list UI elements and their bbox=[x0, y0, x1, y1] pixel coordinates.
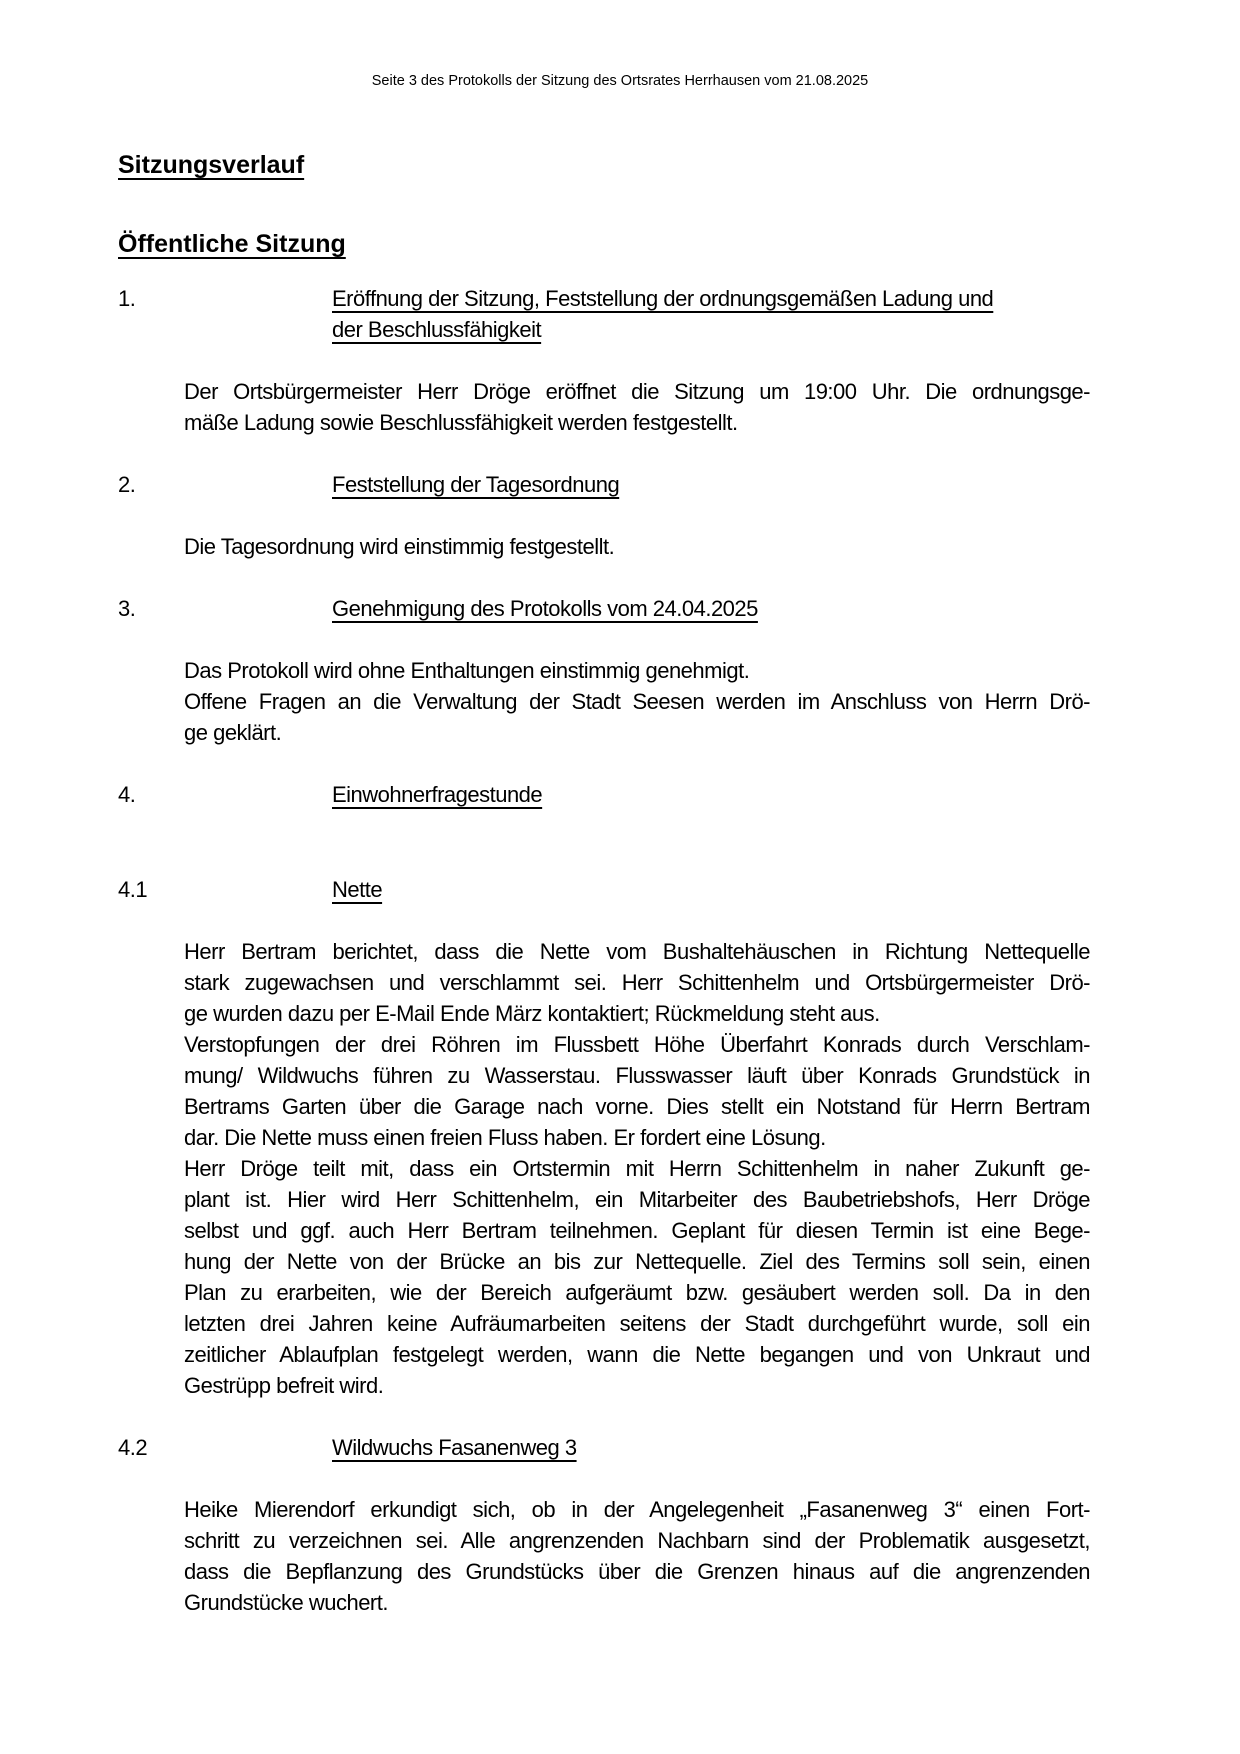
agenda-item bbox=[118, 593, 1090, 748]
item-paragraph bbox=[184, 531, 1090, 562]
text-line: Die Tagesordnung wird einstimmig festgestellt. bbox=[184, 534, 615, 559]
text-line: Bertrams Garten über die Garage nach vorne. Dies stellt ein Notstand für Herrn Bertram bbox=[184, 1094, 1090, 1119]
agenda-item-heading-row bbox=[118, 469, 1090, 500]
item-heading-line: Wildwuchs Fasanenweg 3 bbox=[332, 1435, 577, 1460]
text-line: Verstopfungen der drei Röhren im Flussbett Höhe Überfahrt Konrads durch Verschlam- bbox=[184, 1032, 1090, 1057]
item-number: 4. bbox=[118, 782, 136, 807]
text-line: Der Ortsbürgermeister Herr Dröge eröffnet die Sitzung um 19:00 Uhr. Die ordnungsge- bbox=[184, 379, 1090, 404]
item-number: 4.1 bbox=[118, 877, 148, 902]
text-line: ge geklärt. bbox=[184, 720, 282, 745]
text-line: plant ist. Hier wird Herr Schittenhelm, ein Mitarbeiter des Baubetriebshofs, Herr Dröge bbox=[184, 1187, 1090, 1212]
item-heading bbox=[332, 779, 1090, 810]
item-paragraph bbox=[184, 655, 1090, 748]
item-number: 4.2 bbox=[118, 1435, 148, 1460]
item-paragraph bbox=[184, 376, 1090, 438]
text-line: Herr Dröge teilt mit, dass ein Ortstermin mit Herrn Schittenhelm in naher Zukunft ge- bbox=[184, 1156, 1090, 1181]
text-line: Das Protokoll wird ohne Enthaltungen einstimmig genehmigt. bbox=[184, 658, 750, 683]
agenda-item-heading-row bbox=[118, 593, 1090, 624]
item-heading-line: Nette bbox=[332, 877, 383, 902]
text-line: ge wurden dazu per E-Mail Ende März kontaktiert; Rückmeldung steht aus. bbox=[184, 1001, 880, 1026]
item-heading bbox=[332, 469, 1090, 500]
agenda-item-heading-row bbox=[118, 1432, 1090, 1463]
agenda-item bbox=[118, 283, 1090, 438]
agenda-item bbox=[118, 779, 1090, 810]
item-heading-line: Feststellung der Tagesordnung bbox=[332, 472, 620, 497]
agenda-item bbox=[118, 469, 1090, 562]
text-line: selbst und ggf. auch Herr Bertram teilnehmen. Geplant für diesen Termin ist eine Bege- bbox=[184, 1218, 1090, 1243]
text-line: zeitlicher Ablaufplan festgelegt werden, wann die Nette begangen und von Unkraut und bbox=[184, 1342, 1090, 1367]
item-heading bbox=[332, 593, 1090, 624]
agenda-item-heading-row bbox=[118, 779, 1090, 810]
text-line: hung der Nette von der Brücke an bis zur Nettequelle. Ziel des Termins soll sein, einen bbox=[184, 1249, 1090, 1274]
agenda-item-heading-row bbox=[118, 874, 1090, 905]
text-line: mäße Ladung sowie Beschlussfähigkeit werden festgestellt. bbox=[184, 410, 738, 435]
document-title: Sitzungsverlauf bbox=[118, 151, 305, 179]
item-number: 1. bbox=[118, 286, 136, 311]
page-header-text: Seite 3 des Protokolls der Sitzung des Ortsrates Herrhausen vom 21.08.2025 bbox=[371, 73, 869, 89]
text-line: Grundstücke wuchert. bbox=[184, 1590, 388, 1615]
item-heading-line: Einwohnerfragestunde bbox=[332, 782, 543, 807]
text-line: mung/ Wildwuchs führen zu Wasserstau. Flusswasser läuft über Konrads Grundstück in bbox=[184, 1063, 1090, 1088]
text-line: letzten drei Jahren keine Aufräumarbeiten seitens der Stadt durchgeführt wurde, soll ein bbox=[184, 1311, 1090, 1336]
agenda-item bbox=[118, 874, 1090, 1401]
item-heading bbox=[332, 874, 1090, 905]
section-title: Öffentliche Sitzung bbox=[118, 230, 346, 258]
text-line: schritt zu verzeichnen sei. Alle angrenzenden Nachbarn sind der Problematik ausgesetzt, bbox=[184, 1528, 1090, 1553]
text-line: Heike Mierendorf erkundigt sich, ob in der Angelegenheit „Fasanenweg 3“ einen Fort- bbox=[184, 1497, 1090, 1522]
item-heading bbox=[332, 283, 1090, 345]
text-line: dar. Die Nette muss einen freien Fluss haben. Er fordert eine Lösung. bbox=[184, 1125, 826, 1150]
item-heading-line: Genehmigung des Protokolls vom 24.04.2025 bbox=[332, 596, 758, 621]
item-number: 3. bbox=[118, 596, 136, 621]
text-line: Offene Fragen an die Verwaltung der Stadt Seesen werden im Anschluss von Herrn Drö- bbox=[184, 689, 1090, 714]
agenda-item-heading-row bbox=[118, 283, 1090, 345]
text-line: dass die Bepflanzung des Grundstücks über die Grenzen hinaus auf die angrenzenden bbox=[184, 1559, 1090, 1584]
agenda-items bbox=[118, 283, 1090, 1618]
item-paragraph bbox=[184, 936, 1090, 1401]
item-heading bbox=[332, 1432, 1090, 1463]
agenda-item bbox=[118, 1432, 1090, 1618]
item-number: 2. bbox=[118, 472, 136, 497]
text-line: stark zugewachsen und verschlammt sei. Herr Schittenhelm und Ortsbürgermeister Drö- bbox=[184, 970, 1090, 995]
text-line: Herr Bertram berichtet, dass die Nette vom Bushaltehäuschen in Richtung Nettequelle bbox=[184, 939, 1090, 964]
text-line: Gestrüpp befreit wird. bbox=[184, 1373, 384, 1398]
item-heading-line: Eröffnung der Sitzung, Feststellung der ordnungsgemäßen Ladung und bbox=[332, 286, 994, 311]
item-heading-line: der Beschlussfähigkeit bbox=[332, 317, 542, 342]
text-line: Plan zu erarbeiten, wie der Bereich aufgeräumt bzw. gesäubert werden soll. Da in den bbox=[184, 1280, 1090, 1305]
item-paragraph bbox=[184, 1494, 1090, 1618]
